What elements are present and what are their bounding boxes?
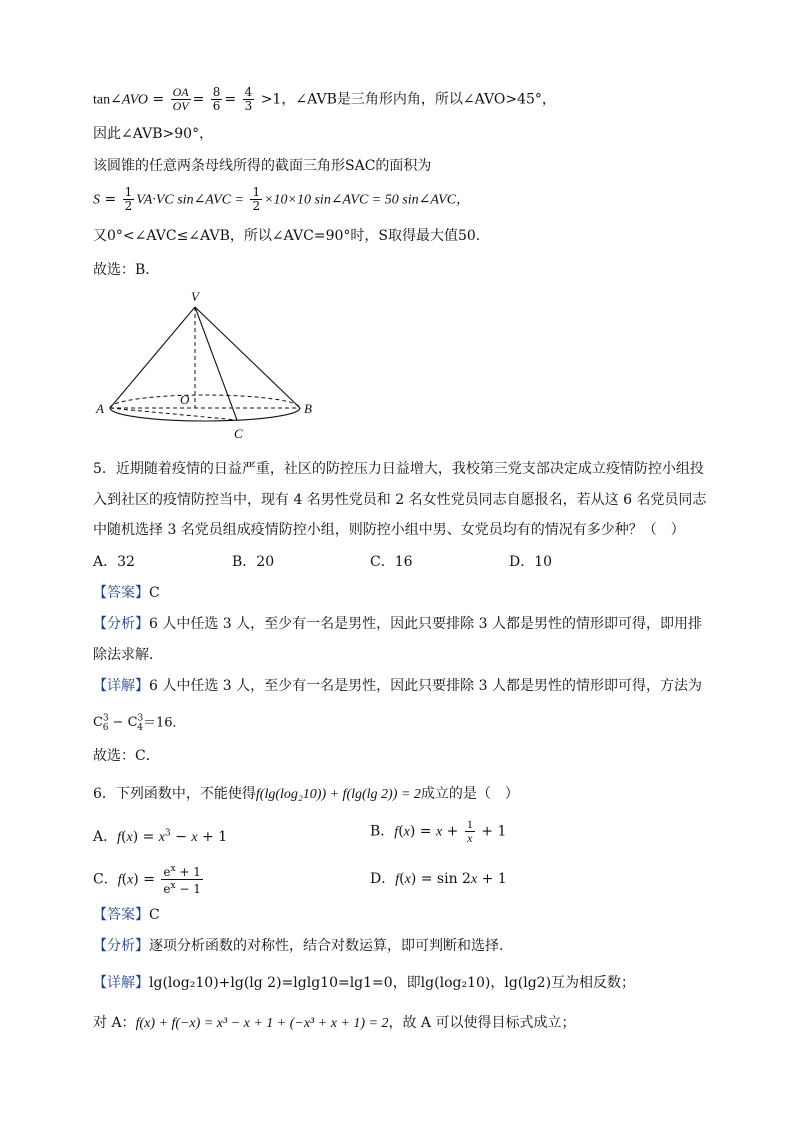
q5-option-b: B．20 bbox=[232, 554, 275, 570]
generatrix-vc bbox=[195, 307, 237, 420]
max-value-line: 又0°<∠AVC≤∠AVB，所以∠AVC=90°时，S取得最大值50. bbox=[93, 228, 481, 244]
q6-answer-line bbox=[93, 905, 160, 925]
q5-option-d: D．10 bbox=[509, 554, 553, 570]
tan-equation-line: tan∠AVO = $\frac{OA}{OV}$ = $\frac{8}{6}$ = $\frac{4}{3}$ >1，∠AVB是三角形内角，所以∠AVO>45°， bbox=[93, 85, 556, 113]
q5-analysis-text: 6 人中任选 3 人，至少有一名是男性，因此只要排除 3 人都是男性的情形即可得，即用排 bbox=[149, 616, 702, 632]
cone-figure bbox=[90, 285, 320, 445]
q5-detail-line2: $C^3_6 - C^3_4=16$． bbox=[93, 714, 186, 733]
q6-option-a: A．$f(x) = x^3 - x + 1$ bbox=[93, 828, 228, 845]
q6-check-a-tail: ，故 A 可以使得目标式成立； bbox=[388, 1015, 576, 1031]
q5-detail-tag: 【详解】 bbox=[93, 678, 149, 694]
q5-answer: C bbox=[149, 585, 160, 601]
q5-answer-line bbox=[93, 583, 160, 603]
tan-line-tail: >1，∠AVB是三角形内角，所以∠AVO>45°， bbox=[260, 91, 556, 108]
section-area-intro: 该圆锥的任意两条母线所得的截面三角形SAC的面积为 bbox=[93, 158, 432, 174]
q5-detail-text: 6 人中任选 3 人，至少有一名是男性，因此只要排除 3 人都是男性的情形即可得，方法为 bbox=[149, 678, 702, 694]
q5-stem-line1: 5．近期随着疫情的日益严重，社区的防控压力日益增大，我校第三党支部决定成立疫情防控小组投 bbox=[93, 461, 704, 477]
q6-check-a-line bbox=[93, 1013, 575, 1034]
area-formula-mid: VA·VC sin∠AVC = bbox=[136, 192, 244, 208]
q6-answer: C bbox=[149, 907, 160, 923]
q5-choose-line: 故选：C． bbox=[93, 748, 160, 764]
q6-analysis-line bbox=[93, 936, 503, 956]
q6-option-d: D．f(x) = sin 2x + 1 bbox=[370, 871, 507, 887]
base-ellipse-front bbox=[110, 408, 300, 421]
q6-answer-tag: 【答案】 bbox=[93, 907, 149, 923]
q6-stem-tail: 成立的是（ ） bbox=[420, 786, 519, 802]
q5-stem-line3: 中随机选择 3 名党员组成疫情防控小组，则防控小组中男、女党员均有的情况有多少种？（ ） bbox=[93, 522, 685, 538]
q6-detail-line bbox=[93, 973, 635, 993]
q5-stem-line2: 入到社区的疫情防控当中，现有 4 名男性党员和 2 名女性党员同志自愿报名，若从这 6 名党员同志 bbox=[93, 492, 707, 508]
q5-analysis-tag: 【分析】 bbox=[93, 616, 149, 632]
label-o: O bbox=[180, 392, 190, 407]
q6-option-c: C．f(x) = $\frac{e^x + 1}{e^x - 1}$ bbox=[93, 864, 201, 896]
q6-detail-tag: 【详解】 bbox=[93, 975, 149, 991]
q5-detail-result: ＝16． bbox=[143, 715, 186, 731]
q5-analysis-line2: 除法求解． bbox=[93, 647, 163, 663]
label-v: V bbox=[191, 289, 199, 304]
q6-stem-formula: f(lg(log₂10)) + f(lg(lg 2)) = 2 bbox=[255, 787, 421, 802]
label-a: A bbox=[96, 401, 104, 416]
generatrix-vb bbox=[195, 307, 300, 408]
base-ellipse-back bbox=[110, 395, 300, 408]
area-formula-tail: ×10×10 sin∠AVC = 50 sin∠AVC， bbox=[264, 192, 471, 208]
chord-ac bbox=[110, 408, 237, 420]
q5-analysis-line1 bbox=[93, 614, 702, 634]
q5-answer-tag: 【答案】 bbox=[93, 585, 149, 601]
label-b: B bbox=[304, 401, 312, 416]
q5-detail-line1 bbox=[93, 676, 702, 696]
q6-detail-formula: lg(log₂10)+lg(lg 2)=lglg10=lg1=0 bbox=[149, 975, 393, 991]
q6-stem-line bbox=[93, 784, 519, 805]
q6-stem-head: 6．下列函数中，不能使得 bbox=[93, 786, 256, 802]
area-formula-line: S = $\frac{1}{2}$ VA·VC sin∠AVC = $\frac{1}{2}$ ×10×10 sin∠AVC = 50 sin∠AVC， bbox=[93, 185, 471, 213]
q6-check-a-formula: f(x) + f(−x) = x³ − x + 1 + (−x³ + x + 1) = 2 bbox=[135, 1016, 389, 1031]
q5-option-c: C．16 bbox=[370, 554, 413, 570]
q5-option-a: A．32 bbox=[93, 554, 135, 570]
q6-detail-tail: ，即lg(log₂10)，lg(lg2)互为相反数； bbox=[392, 975, 636, 991]
angle-conclusion-line: 因此∠AVB>90°， bbox=[93, 126, 214, 142]
choose-b-line: 故选：B． bbox=[93, 262, 160, 278]
q6-analysis-tag: 【分析】 bbox=[93, 938, 149, 954]
q6-option-b: B．f(x) = x + $\frac{1}{x}$ + 1 bbox=[370, 817, 507, 845]
q6-check-a-head: 对 A： bbox=[93, 1015, 136, 1031]
q6-analysis-text: 逐项分析函数的对称性，结合对数运算，即可判断和选择. bbox=[149, 938, 504, 954]
label-c: C bbox=[234, 426, 243, 441]
